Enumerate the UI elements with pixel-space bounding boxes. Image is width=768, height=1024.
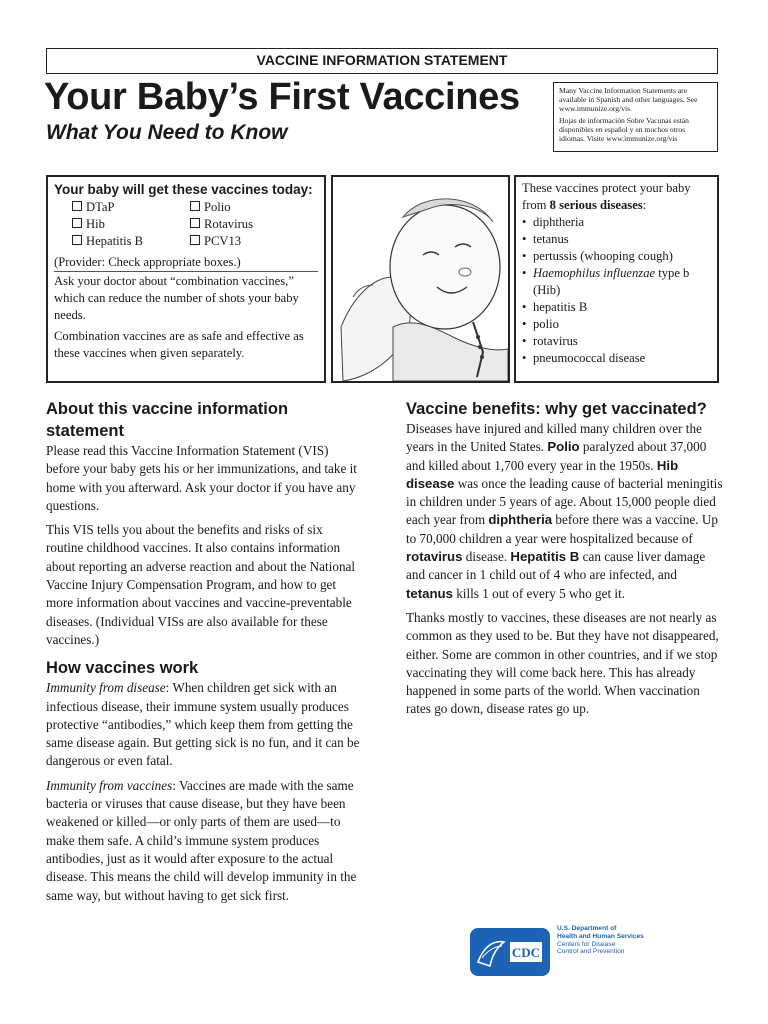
diseases-intro: These vaccines protect your baby from 8 serious diseases: [522,181,691,212]
combination-vaccines-note: Ask your doctor about “combination vaccines,” which can reduce the number of shots your baby needs. [54,271,318,324]
baby-illustration [333,177,508,381]
list-item: • hepatitis B [522,299,711,316]
list-item: • pertussis (whooping cough) [522,248,711,265]
checkbox-icon[interactable] [190,201,200,211]
benefits-heading: Vaccine benefits: why get vaccinated? [406,400,707,418]
language-note-english: Many Vaccine Information Statements are available in Spanish and other languages. See www.immunize.org/vis [559,86,698,113]
diseases-protected-box [514,175,719,383]
how-paragraph-2: Immunity from vaccines: Vaccines are made with the same bacteria or viruses that cause disease, but they have been weakened or killed—or only parts of them are used—to make them safe. A child’s immune system produces antibodies, just as it would after exposure to the actual disease. This means the child will develop immunity in the same way, but without having to get sick first. [46,777,357,903]
list-item: • Haemophilus influenzae type b (Hib) [522,265,711,299]
about-heading: About this vaccine information statement [46,400,289,440]
checkbox-icon[interactable] [72,218,82,228]
how-vaccines-work-heading: How vaccines work [46,659,199,678]
disease-list [522,214,711,367]
list-item: • tetanus [522,231,711,248]
baby-photo [331,175,510,383]
language-note-spanish: Hojas de información Sobre Vacunas están disponibles en español y en muchos otros idiomas. Visite www.immunize.org/vis [559,116,689,143]
about-paragraph-1: Please read this Vaccine Information Statement (VIS) before your baby gets his or her immunizations, and take it home with you afterward. Ask your doctor if you have any questions. [46,443,357,513]
checkbox-icon[interactable] [72,201,82,211]
list-item: • diphtheria [522,214,711,231]
list-item: • rotavirus [522,333,711,350]
benefits-paragraph-2: Thanks mostly to vaccines, these diseases are not nearly as common as they used to be. But they have not disappeared, either. Some are common in other countries, and if we stop vaccinating they will come back here. This has already happened in some parts of the world. When vaccination rates go down, disease rates go up. [406,609,719,717]
vaccine-option-dtap[interactable]: DTaP [72,199,190,216]
how-body [46,679,362,905]
how-paragraph-1: Immunity from disease: When children get sick with an infectious disease, their immune system usually produces protective “antibodies,” which keep them from getting the same disease again. But getting sick is no fun, and it can be dangerous or even fatal. [46,680,360,769]
vis-banner: VACCINE INFORMATION STATEMENT [46,48,718,74]
combination-safety-note: Combination vaccines are as safe and effective as these vaccines when given separately. [54,329,304,360]
vaccine-option-hepatitis-b[interactable]: Hepatitis B [72,233,190,250]
vaccine-option-rotavirus[interactable]: Rotavirus [190,216,300,233]
benefits-body [406,420,724,719]
vaccine-option-pcv13[interactable]: PCV13 [190,233,300,250]
checkbox-icon[interactable] [72,235,82,245]
page-subtitle: What You Need to Know [46,121,288,144]
left-column [46,398,362,911]
list-item: • polio [522,316,711,333]
list-item: • pneumococcal disease [522,350,711,367]
right-column [406,398,724,725]
page-title: Your Baby’s First Vaccines [44,76,520,118]
language-note-box [553,82,718,152]
vaccine-checklist [72,199,318,250]
vaccine-option-polio[interactable]: Polio [190,199,300,216]
hhs-eagle-icon [470,928,550,976]
about-body [46,442,362,649]
vaccine-option-hib[interactable]: Hib [72,216,190,233]
checkbox-icon[interactable] [190,218,200,228]
benefits-paragraph-1: Diseases have injured and killed many children over the years in the United States. Polio paralyzed about 37,000 and killed about 1,700 every year in the 1950s. Hib disease was once the leading cause of bacterial meningitis in children under 5 years of age. About 15,000 people died each year from diphtheria before there was a vaccine. Up to 70,000 children a year were hospitalized because of rotavirus disease. Hepatitis B can cause liver damage and cancer in 1 child out of 4 who are infected, and tetanus kills 1 out of every 5 who get it. [406,421,723,601]
hhs-cdc-logo [470,928,550,976]
provider-note: (Provider: Check appropriate boxes.) [54,255,241,269]
vaccines-today-heading: Your baby will get these vaccines today: [54,182,313,197]
checkbox-icon[interactable] [190,235,200,245]
cdc-logo-text: CDC [511,945,541,960]
vaccines-today-box [46,175,326,383]
agency-name: U.S. Department of Health and Human Services Centers for Disease Control and Prevention [557,925,644,956]
about-paragraph-2: This VIS tells you about the benefits and risks of six routine childhood vaccines. It also contains information about reporting an adverse reaction and about the National Vaccine Injury Compensation Program, and how to get more information about vaccines and vaccine-preventable diseases. (Individual VISs are also available for these vaccines.) [46,522,356,647]
